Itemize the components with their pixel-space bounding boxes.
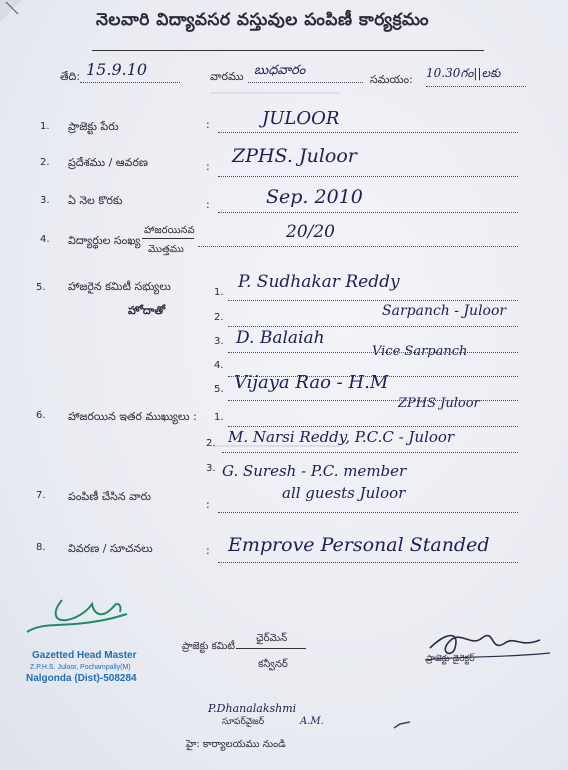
date-line: [80, 82, 180, 83]
row-number: 8.: [36, 542, 46, 553]
member-number: 1.: [214, 412, 224, 423]
committee-member-designation: Vice Sarpanch: [372, 344, 468, 359]
month-value: Sep. 2010: [266, 186, 363, 208]
students-label: విద్యార్థుల సంఖ్య: [68, 234, 141, 247]
member-number: 2.: [206, 438, 216, 449]
day-value: బుధవారం: [254, 63, 306, 78]
corner-fold-mark: [0, 0, 40, 40]
member-line: [228, 426, 518, 427]
member-number: 2.: [214, 312, 224, 323]
day-label: వారము: [210, 70, 244, 83]
distributed-by-line: [218, 512, 518, 513]
row-number: 2.: [40, 157, 50, 168]
committee-member: Sarpanch - Juloor: [382, 303, 507, 319]
member-number: 3.: [214, 336, 224, 347]
row-number: 3.: [40, 195, 50, 206]
document-title: నెలవారి విద్యావసర వస్తువుల పంపిణీ కార్యక్రమం: [96, 10, 430, 30]
row-number: 4.: [40, 234, 50, 245]
other-dignitaries-label: హాజరయిన ఇతర ముఖ్యులు :: [68, 410, 197, 423]
project-name-label: ప్రాజెక్టు పేరు: [68, 120, 119, 133]
committee-signature-label: ప్రాజెక్టు కమిటీ: [182, 641, 235, 652]
committee-member-designation: ZPHS Juloor: [398, 396, 480, 411]
head-master-signature: [22, 592, 132, 642]
day-line: [248, 82, 363, 83]
distributed-by-value: all guests Juloor: [282, 484, 406, 502]
location-label: ప్రదేశము / ఆవరణ: [68, 156, 148, 169]
other-dignitary: M. Narsi Reddy, P.C.C - Juloor: [228, 428, 455, 446]
title-underline: [92, 50, 484, 51]
date-label: తేది:: [60, 70, 81, 83]
member-line: [228, 352, 518, 353]
time-line: [426, 86, 526, 87]
remarks-line: [218, 562, 518, 563]
fraction-bar: [142, 238, 194, 239]
month-line: [218, 212, 518, 213]
coordinator-label: ప్రాజెక్టు డైరెక్టర్: [426, 654, 475, 664]
row-number: 7.: [36, 490, 46, 501]
member-line: [228, 326, 518, 327]
committee-member: Vijaya Rao - H.M: [234, 372, 389, 393]
students-value: 20/20: [286, 222, 335, 242]
date-value: 15.9.10: [86, 60, 148, 79]
project-name-line: [218, 132, 518, 133]
bleed-through-mark: [210, 92, 340, 106]
row-number: 1.: [40, 121, 50, 132]
office-label: హై: కార్యాలయము నుండి: [186, 739, 286, 750]
students-total-label: మొత్తము: [148, 244, 184, 255]
member-number: 5.: [214, 384, 224, 395]
supervisor-name: P.Dhanalakshmi: [208, 702, 297, 715]
tick-mark: [392, 720, 412, 732]
students-line: [198, 246, 518, 247]
member-number: 3.: [206, 463, 216, 474]
chairman-label: ఛైర్‌మెన్: [256, 633, 288, 644]
convenor-label: కన్వీనర్: [258, 659, 288, 670]
time-label: సమయం:: [370, 73, 413, 86]
supervisor-designation: A.M.: [300, 716, 324, 727]
other-dignitary: G. Suresh - P.C. member: [222, 462, 407, 480]
remarks-label: వివరణ / సూచనలు: [68, 542, 153, 555]
committee-designation-label: హోదాతో: [128, 304, 166, 317]
member-line: [222, 452, 518, 453]
stamp-school: Z.P.H.S. Juloor, Pochampally(M): [30, 664, 131, 671]
supervisor-role: సూపర్‌వైజర్: [222, 717, 265, 727]
member-line: [228, 300, 518, 301]
location-value: ZPHS. Juloor: [232, 145, 357, 167]
committee-label: హాజరైన కమిటీ సభ్యులు: [68, 280, 171, 293]
distributed-by-label: పంపిణీ చేసిన వారు: [68, 490, 151, 503]
committee-member: P. Sudhakar Reddy: [238, 272, 400, 292]
stamp-district: Nalgonda (Dist)-508284: [26, 673, 137, 684]
students-present-label: హాజరయినవ: [144, 225, 195, 236]
chairman-signature-line: [236, 648, 306, 649]
stamp-title: Gazetted Head Master: [32, 650, 137, 661]
member-number: 4.: [214, 360, 224, 371]
row-number: 6.: [36, 410, 46, 421]
time-value: 10.30గం||లకు: [426, 66, 501, 80]
location-line: [218, 176, 518, 177]
member-line: [228, 400, 518, 401]
row-number: 5.: [36, 282, 46, 293]
member-number: 1.: [214, 287, 224, 298]
remarks-value: Emprove Personal Standed: [228, 534, 490, 556]
month-label: ఏ నెల కొరకు: [68, 194, 123, 207]
committee-member: D. Balaiah: [236, 328, 325, 348]
project-name-value: JULOOR: [262, 108, 340, 129]
